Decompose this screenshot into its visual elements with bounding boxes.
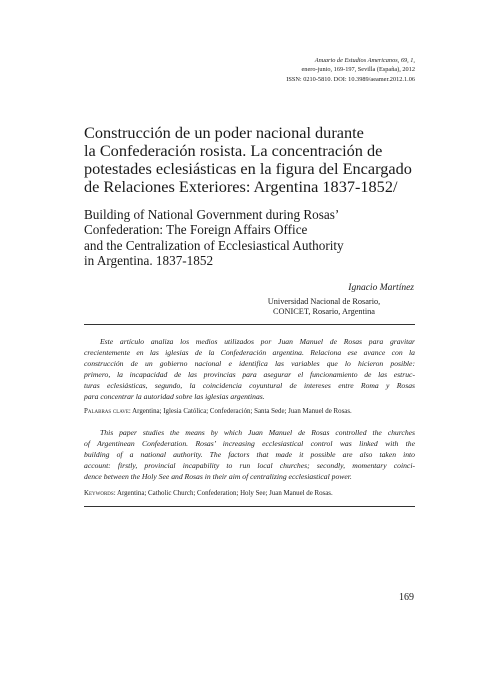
- author-affiliation: [234, 297, 414, 318]
- title-line: potestades eclesiásticas en la figura del Encargado: [84, 159, 412, 178]
- journal-name-line: Anuario de Estudios Americanos, 69, 1,: [314, 57, 415, 64]
- journal-citation: [115, 56, 415, 84]
- article-title-spanish: [84, 124, 424, 196]
- abstract-english: [84, 428, 415, 483]
- abstract-line: of Argentinean Confederation. Rosas’ increasing ecclesiastical control was linked with the: [84, 438, 415, 448]
- title-line: Building of National Government during Rosas’: [84, 207, 340, 222]
- abstract-spanish: [84, 337, 415, 402]
- abstract-line: building of a national authority. The factors that made it possible are also taken into: [84, 449, 415, 459]
- affiliation-line: CONICET, Rosario, Argentina: [272, 307, 375, 317]
- keywords-text: Argentina; Catholic Church; Confederation; Holy See; Juan Manuel de Rosas.: [116, 490, 333, 497]
- journal-issue-line: enero-junio, 169-197, Sevilla (España), 2012: [301, 66, 415, 74]
- abstract-line: turas eclesiásticas, segundo, la coincidencia coyuntural de intereses entre Roma y Rosas: [84, 380, 415, 390]
- title-line: Confederation: The Foreign Affairs Office: [84, 222, 308, 238]
- abstract-line: para concentrar la autoridad sobre las iglesias argentinas.: [84, 391, 265, 401]
- author-name: Ignacio Martínez: [348, 283, 414, 293]
- abstract-line: Este artículo analiza los medios utilizados por Juan Manuel de Rosas para gravitar: [100, 337, 415, 346]
- keywords-text: Argentina; Iglesia Católica; Confederación; Santa Sede; Juan Manuel de Rosas.: [132, 408, 352, 415]
- abstract-line: construcción de un gobierno nacional e identifica las variables que lo hicieron posible:: [84, 358, 415, 368]
- title-line: and the Centralization of Ecclesiastical Authority: [84, 237, 344, 253]
- keywords-spanish: [84, 407, 415, 416]
- abstract-line: dence between the Holy See and Rosas in their aim of centralizing ecclesiastical power.: [84, 471, 352, 481]
- title-line: de Relaciones Exteriores: Argentina 1837-1852/: [84, 177, 398, 196]
- title-line: la Confederación rosista. La concentración de: [84, 141, 383, 160]
- abstract-line: primero, la incapacidad de las provincias para asegurar el funcionamiento de las estruc-: [84, 369, 415, 379]
- abstract-line: crecientemente en las iglesias de la Confederación argentina. Relaciona ese avance con la: [84, 347, 415, 357]
- keywords-label: Keywords:: [84, 490, 116, 497]
- abstract-line: This paper studies the means by which Juan Manuel de Rosas controlled the churches: [100, 428, 415, 437]
- page-number: 169: [399, 592, 414, 603]
- journal-issn-line: ISSN: 0210-5810. DOI: 10.3989/aeamer.2012.1.06: [286, 75, 415, 83]
- article-title-english: [84, 207, 424, 269]
- title-line: in Argentina. 1837-1852: [84, 253, 214, 269]
- keywords-label: Palabras clave:: [84, 408, 131, 415]
- top-divider: [84, 324, 415, 325]
- abstract-line: account: firstly, provincial incapability to run local churches; secondly, momentary coinci-: [84, 460, 415, 470]
- affiliation-line: Universidad Nacional de Rosario,: [267, 297, 381, 306]
- title-line: Construcción de un poder nacional durante: [84, 123, 364, 142]
- keywords-english: [84, 489, 415, 498]
- bottom-divider: [84, 506, 415, 507]
